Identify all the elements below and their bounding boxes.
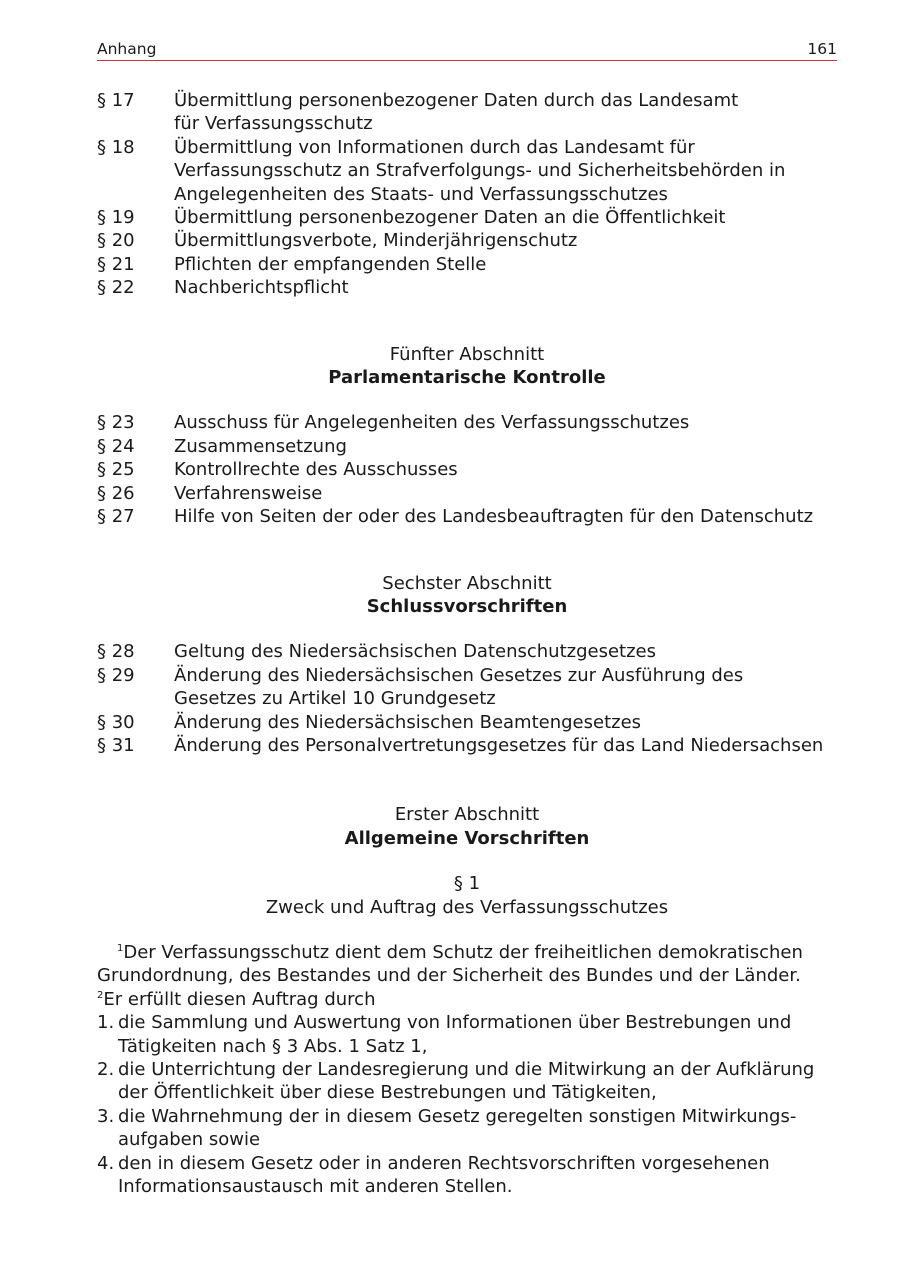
- toc-list-part2: [97, 411, 837, 528]
- toc-entry: § 19 Übermittlung personenbezogener Daten an die Öffentlichkeit: [97, 207, 726, 229]
- header-section-label: Anhang: [97, 40, 157, 58]
- toc-entry: § 25 Kontrollrechte des Ausschusses: [97, 459, 458, 481]
- section-heading-1: [97, 803, 837, 850]
- toc-entry: § 23 Ausschuss für Angelegenheiten des Verfassungsschutzes: [97, 412, 690, 434]
- section-heading-5: [97, 343, 837, 390]
- running-header: [97, 36, 837, 61]
- list-item: 3. die Wahrnehmung der in diesem Gesetz geregelten sonstigen Mitwirkungs-aufgaben sowie: [97, 1105, 797, 1151]
- toc-entry: § 28 Geltung des Niedersächsischen Datenschutzgesetzes: [97, 641, 657, 663]
- list-item: 1. die Sammlung und Auswertung von Informationen über Bestrebungen und Tätigkeiten nach § 3 Abs. 1 Satz 1,: [97, 1012, 792, 1057]
- toc-list-part3: [97, 640, 837, 757]
- paragraph-heading: [97, 872, 837, 919]
- section-heading-6: [97, 572, 837, 619]
- list-item: 4. den in diesem Gesetz oder in anderen Rechtsvorschriften vorgesehenen Informationsaustausch mit anderen Stellen.: [97, 1152, 770, 1198]
- toc-entry: § 30 Änderung des Niedersächsischen Beamtengesetzes: [97, 711, 642, 733]
- section-label: Fünfter Abschnitt: [389, 343, 545, 365]
- enumeration-list: [97, 1011, 837, 1198]
- sentence-1: $^1$Der Verfassungsschutz dient dem Schutz der freiheitlichen demokratischen Grundordnung, des Bestandes und der Sicherheit des Bundes und der Länder.: [97, 941, 803, 987]
- toc-entry: § 17 Übermittlung personenbezogener Daten durch das Landesamt für Verfassungsschutz: [97, 90, 739, 135]
- toc-entry: § 18 Übermittlung von Informationen durch das Landesamt für Verfassungsschutz an Strafverfolgungs- und Sicherheitsbehörden in Angelegenheiten des Staats- und Verfassungsschutzes: [97, 136, 786, 205]
- paragraph-number: § 1: [453, 873, 481, 895]
- toc-entry: § 27 Hilfe von Seiten der oder des Landesbeauftragten für den Datenschutz: [97, 506, 814, 528]
- document-page: [97, 36, 837, 1198]
- toc-entry: § 21 Pflichten der empfangenden Stelle: [97, 253, 487, 275]
- toc-entry: § 26 Verfahrensweise: [97, 482, 323, 504]
- toc-list-part1: [97, 89, 837, 300]
- toc-entry: § 29 Änderung des Niedersächsischen Gesetzes zur Ausführung des Gesetzes zu Artikel 10 Grundgesetz: [97, 664, 744, 710]
- toc-entry: § 24 Zusammensetzung: [97, 435, 347, 457]
- paragraph-title: Zweck und Auftrag des Verfassungsschutzes: [265, 896, 669, 918]
- toc-entry: § 20 Übermittlungsverbote, Minderjährigenschutz: [97, 230, 578, 252]
- page-number: 161: [807, 40, 837, 58]
- list-item: 2. die Unterrichtung der Landesregierung und die Mitwirkung an der Aufklärung der Öffentlichkeit über diese Bestrebungen und Tätigkeiten,: [97, 1059, 815, 1104]
- sentence-2: $^2$Er erfüllt diesen Auftrag durch: [97, 988, 376, 1010]
- section-title: Allgemeine Vorschriften: [344, 827, 590, 849]
- toc-entry: § 31 Änderung des Personalvertretungsgesetzes für das Land Niedersachsen: [97, 734, 824, 756]
- section-title: Schlussvorschriften: [366, 595, 568, 617]
- section-label: Sechster Abschnitt: [382, 572, 552, 594]
- paragraph-body: [97, 941, 837, 1198]
- toc-entry: § 22 Nachberichtspflicht: [97, 277, 349, 299]
- section-label: Erster Abschnitt: [394, 804, 540, 826]
- section-title: Parlamentarische Kontrolle: [328, 367, 606, 389]
